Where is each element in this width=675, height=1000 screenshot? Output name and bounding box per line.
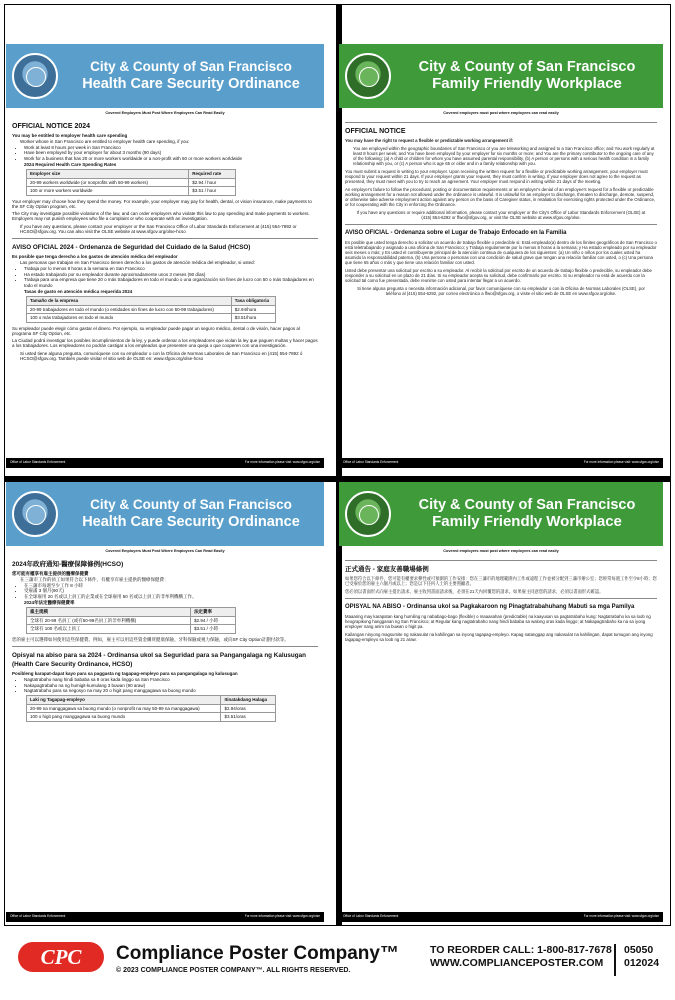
table-cell: $3.51/hora (231, 314, 275, 323)
column-header: Tamaño de la empresa (27, 297, 232, 306)
city-name: City & County of San Francisco (418, 497, 636, 513)
eligibility-list (24, 583, 318, 599)
ordinance-title: Family Friendly Workplace (432, 75, 622, 92)
ffwo-english-panel (339, 44, 663, 468)
table-cell: 20-99 trabajadores en todo el mundo (o entidades sin fines de lucro con 50-99 trabajadores) (27, 305, 232, 314)
column-header: Tasa obligatoria (231, 297, 275, 306)
table-row (27, 305, 276, 314)
city-name: City & County of San Francisco (418, 59, 636, 75)
list-item: • Work at least 8 hours per week in San Francisco (24, 145, 318, 150)
tagalog-rates-table (26, 695, 276, 722)
panel-footer (339, 458, 663, 468)
worker-eligibility: Worker whose in San Francisco are entitled to employer health care spending, if you: (20, 138, 190, 144)
sf-seal-icon (345, 53, 391, 99)
table-cell: $2.94/hora (231, 305, 275, 314)
hcso-header (6, 482, 324, 546)
notice-heading: 2024年政府通知-醫療保障條例(HCSO) (12, 560, 124, 568)
rates-heading: 2024年法定醫療保健費率 (24, 600, 75, 606)
rates-heading: 2024 Required Health Care Spending Rates (24, 162, 117, 168)
tagalog-heading: OPISYAL NA ABISO - Ordinansa ukol sa Pagkakaroon ng Pinagtatrabahuhang Mabuti sa mga Pamilya (345, 603, 635, 610)
list-item: • Trabaja por lo menos 8 horas a la semana en San Francisco (24, 266, 318, 271)
notice-heading: OFFICIAL NOTICE 2024 (12, 122, 91, 130)
list-item: • 在三藩市每週至少工作 8 小時 (24, 583, 318, 588)
eligibility-list (24, 145, 318, 161)
table-row (27, 187, 236, 196)
table-cell: $2.94 / hour (189, 178, 236, 187)
tagalog-intro: Posibleng karapat-dapat kayo para sa paggasta ng tagapag-empleyo para sa pangangalaga ng kalusugan (12, 671, 238, 677)
list-item: • Ha estado trabajando por su empleador durante aproximadamente unos 3 meses (90 días) (24, 272, 318, 277)
worker-eligibility: 在三藩市工作的員工如果符合以下條件，有權享有雇主提供的醫療保健費： (20, 576, 169, 582)
table-cell: $2.94 / 小時 (191, 616, 236, 625)
product-code: 05050 (624, 944, 654, 956)
panel-footer (6, 912, 324, 922)
table-cell: 20-99 workers worldwide (or nonprofits with 50-99 workers) (27, 178, 189, 187)
contact-paragraph: Si usted tiene alguna pregunta, comuníquese con su empleador o con la Oficina de Normas Laborales de San Francisco en (415) 554-7892 ó HCSO@sfgov.org. También puede visitar el sitio web de OLSE en: www.sfgov.org/olse-hcso (20, 350, 303, 361)
table-row (27, 314, 276, 323)
hcso-header (6, 44, 324, 108)
paragraph: Kailangan ninyong magsumite ng nakasulat na kahilingan sa inyong tagapag-empleyo. Kapag natanggap ang nakasulat na kahilingan, dapat tumugon ang inyong tagapag-empleyo sa loob ng 21 araw. (345, 631, 653, 642)
eligibility-text: 如果您符合以下條件，您可能有權要求彈性或可預測的工作安排：您在三藩市的地理範圍內工作或遠程工作並被分配到三藩市辦公室；您經常每週工作至少8小時；您已受雇於您的雇主六個月或以上；您是以下任何人士的主要照顧者。 (345, 575, 657, 586)
website-link[interactable]: WWW.COMPLIANCEPOSTER.COM (430, 957, 604, 969)
table-cell: $3.51 / 小時 (191, 625, 236, 634)
footer-agency: Office of Labor Standards Enforcement (10, 914, 66, 919)
paragraph: Su empleador puede elegir cómo gastar el dinero. Por ejemplo, su empleador puede pagar un seguro médico, dental o de visión, hacer pagos al programa SF City Option, etc. (12, 325, 300, 336)
panel-footer (6, 458, 324, 468)
column-header: 法定費率 (191, 608, 236, 617)
contact-paragraph: If you have any questions or require additional information, please contact your employer or the City's Office of Labor Standards Enforcement (OLSE) at (415) 554-6292 or ffwo@sfgov.org, or visit the OLSE website at www.sfgov.org/olse. (356, 209, 646, 220)
table-row (27, 704, 276, 713)
spanish-rates-table (26, 296, 276, 323)
list-item: • Have been employed by your employer for about 3 months (90 days) (24, 150, 318, 155)
company-name: Compliance Poster Company™ (116, 943, 399, 964)
section-divider (345, 598, 657, 599)
spanish-rates-heading: Tasas de gasto en atención médica requerida 2024 (24, 289, 133, 295)
section-divider (345, 560, 657, 561)
column-header: Employer size (27, 170, 189, 179)
ordinance-title: Health Care Security Ordinance (82, 514, 300, 530)
list-item: • Nagtatrabaho nang hindi bababa sa 8 oras kada linggo sa San Francisco (24, 677, 318, 682)
sf-seal-icon (12, 491, 58, 537)
intro-text: You may have the right to request a flexible or predictable working arrangement if: (345, 137, 514, 143)
spanish-eligibility: Las personas que trabajan en San Francisco tienen derecho a los gastos de atención médica del empleador, si usted: (20, 260, 255, 266)
revision-code: 012024 (624, 957, 660, 969)
list-item: • Trabaja para una empresa que tiene 20 o más trabajadores en todo el mundo o una organización sin fines de lucro con 50 o más trabajadores en todo el mundo (24, 277, 318, 288)
table-cell: 100 o más trabajadores en todo el mundo (27, 314, 232, 323)
spanish-heading: AVISO OFICIAL 2024 - Ordenanza de Seguridad del Cuidado de la Salud (HCSO) (12, 244, 251, 252)
table-row (27, 625, 236, 634)
table-cell: 100 o higit pang manggagawa sa buong mundo (27, 713, 221, 722)
paragraph: The City may investigate possible violations of the law, and can order employers who violate this law to pay spending and make payments to workers. Employers may not punish employees who file a complaint or who cooperate with an investigation. (12, 211, 310, 222)
column-header: 雇主規模 (27, 608, 191, 617)
publisher-footer (4, 930, 671, 996)
table-cell: $2.94/oras (221, 704, 276, 713)
list-item: • Nakapagtrabaho na ng humigit-kumulang 3 buwan (90 araw) (24, 683, 318, 688)
tagalog-eligibility: Maaaring may karapatan kang humiling ng nababago-bago (flexible) o maaasahan (predictable) na kaayusan sa pagtatrabaho kung: Nagtatrabaho ka sa loob ng heograpikong hangganan ng San Francisco; at Regular kang nagtatrabaho nang hindi bababa sa walong oras kada linggo; at Nakapagtrabaho ka na sa iyong employer nang anim na buwan o higit pa. (345, 613, 651, 629)
rates-table (26, 169, 236, 196)
list-item: • Nagtatrabaho para sa negosyo na may 20 o higit pang manggagawa sa buong mundo (24, 688, 318, 693)
posting-requirement: Covered Employers Must Post Where Employees Can Read Easily (105, 549, 225, 553)
hcso-english-panel (6, 44, 324, 468)
table-row (27, 178, 236, 187)
posting-requirement: Covered Employers Must Post Where Employees Can Read Easily (105, 111, 225, 115)
list-item: • Work for a business that has 20 or more workers worldwide or a non-profit with 50 or more workers worldwide (24, 156, 318, 161)
paragraph: Usted debe presentar una solicitud por escrito a su empleador. Al recibir la solicitud por escrito de un acuerdo de trabajo flexible o predecible, su empleador debe responder a su solicitud en un plazo de 21 días. Si su empleador acepta su solicitud, debe confirmarlo por escrito. Si su empleador no está de acuerdo con la solicitud tal como fue presentada, debe reunirse con usted para intentar llegar a un acuerdo. (345, 267, 652, 283)
footer-website: For more information please visit: www.sfgov.org/olse (583, 460, 659, 465)
footer-agency: Office of Labor Standards Enforcement (10, 460, 66, 465)
paragraph: Your employer may choose how they spend the money. For example, your employer may pay for health, dental, or vision insurance, make payments to the SF City Option program, etc. (12, 198, 312, 210)
posting-requirement: Covered employers must post where employees can read easily (443, 549, 559, 553)
table-cell: 全球有 20-99 名員工 (或有50-99名員工的非牟利機構) (27, 616, 191, 625)
spanish-eligibility-list (24, 266, 318, 288)
section-divider (345, 122, 657, 123)
footer-website: For more information please visit: www.sfgov.org/olse (583, 914, 659, 919)
spanish-eligibility: Es posible que usted tenga derecho a solicitar un acuerdo de trabajo flexible o predecible si: Está empleado(a) dentro de los límites geográficos de San Francisco o está teletrabajando y asignado a una oficina de San Francisco; y Trabaja regularmente por lo menos 8 horas a la semana; y Ha estado empleado por su empleador seis meses o más; y Es usted el contribuyente principal de la atención continua de cualquiera de los siguientes: (a) Un niño o niños por los cuales usted ha asumido la responsabilidad paterna, (b) Una persona o personas con una condición de salud grave que tengan una relación familiar con usted, o (c) Una persona que tiene 65 años o más y que tiene una relación familiar con usted. (345, 239, 657, 265)
table-cell: 全球有 100 名或以上員工 (27, 625, 191, 634)
list-item: • 在全球雇用 20 名或以上員工的企業或在全球雇用 50 名或以上員工的非牟利機構工作。 (24, 594, 318, 599)
table-cell: $3.51 / hour (189, 187, 236, 196)
table-row (27, 713, 276, 722)
paragraph: 您的雇主可以選擇如何使用這些保健費。例如，雇主可以用這些資金購買健康保險、牙科保險或視力保險，或向SF City Option計劃付款等。 (12, 636, 289, 642)
tagalog-heading: Opisyal na abiso para sa 2024 - Ordinansa ukol sa Seguridad para sa Pangangalaga ng Kalusugan (Health Care Security Ordinance, HCSO) (12, 652, 306, 669)
city-name: City & County of San Francisco (90, 59, 292, 74)
column-header: Laki ng Tagapag-empleyo (27, 696, 221, 705)
column-header: Required rate (189, 170, 236, 179)
ordinance-title: Family Friendly Workplace (432, 513, 622, 530)
code-divider (614, 944, 616, 976)
footer-website: For more information please visit: www.sfgov.org/olse (244, 914, 320, 919)
footer-agency: Office of Labor Standards Enforcement (343, 914, 399, 919)
contact-paragraph: Si tiene alguna pregunta o necesita información adicional, por favor comuníquese con su empleador o con la Oficina de Normas Laborales (OLSE), por teléfono al (415) 554-6292, por correo electrónico a ffwo@sfgov.org, o visite el sitio web de OLSE en www.sfgov.org/olse. (357, 285, 645, 296)
ordinance-title: Health Care Security Ordinance (82, 76, 300, 92)
section-divider (345, 224, 657, 225)
paragraph: La Ciudad podrá investigar los posibles incumplimientos de la ley, y puede ordenar a los empleadores que violan la ley que paguen multas y hacer pagos a los trabajadores. Los empleadores no podrán castigar a los empleados que presenten una queja o que cooperen con una investigación. (12, 338, 318, 349)
list-item: • 受雇滿 3 個月(90天) (24, 588, 318, 593)
posting-requirement: Covered employers must post where employees can read easily (443, 111, 559, 115)
table-cell: 20-99 na manggagawa sa buong mundo (o nonprofit na may 50-99 na manggagawa) (27, 704, 221, 713)
hcso-chinese-panel (6, 482, 324, 922)
footer-agency: Office of Labor Standards Enforcement (343, 460, 399, 465)
ffwo-header (339, 44, 663, 108)
section-divider (12, 646, 318, 647)
footer-website: For more information please visit: www.sfgov.org/olse (244, 460, 320, 465)
paragraph: You must submit a request in writing to your employer. Upon receiving the written request for a flexible or predictable working arrangement, your employer must respond to your request within 21 days. If your employer grants your request, they must confirm in writing. If your employer does not agree to the request as presented, they must meet with you to try to reach an agreement. Your employer must respond in writing within 21 days of the meeting. (345, 168, 648, 184)
notice-heading: OFFICIAL NOTICE (345, 127, 406, 135)
spanish-intro: Es posible que tenga derecho a los gastos de atención médica del empleador (12, 254, 178, 260)
sf-seal-icon (345, 491, 391, 537)
panel-footer (339, 912, 663, 922)
table-cell: 100 or more workers worldwide (27, 187, 189, 196)
rates-table (26, 607, 236, 634)
table-row (27, 616, 236, 625)
paragraph: 您必須以書面形式向雇主提出請求。雇主收到書面請求後，必須在21天內回覆您的請求。如果雇主同意您的請求，必須以書面形式確認。 (345, 588, 604, 594)
ffwo-header (339, 482, 663, 546)
table-cell: $3.51/oras (221, 713, 276, 722)
intro-text: You may be entitled to employer health care spending (12, 132, 128, 138)
intro-text: 您可能有權享有雇主提供的醫療保健費 (12, 570, 89, 576)
tagalog-eligibility-list (24, 677, 318, 693)
reorder-phone: TO REORDER CALL: 1-800-817-7678 (430, 944, 612, 956)
city-name: City & County of San Francisco (90, 497, 292, 512)
copyright-notice: © 2023 COMPLIANCE POSTER COMPANY™. ALL RIGHTS RESERVED. (116, 967, 351, 974)
ffwo-chinese-panel (339, 482, 663, 922)
notice-heading: 正式通告 - 家庭友善職場條例 (345, 565, 429, 573)
contact-paragraph: If you have any questions, please contact your employer or the San Francisco Office of Labor Standards Enforcement at (415) 554-7892 or HCSO@sfgov.org. You can also visit the OLSE website at www.sfgov.org/olse-hcso (20, 223, 297, 234)
paragraph: An employer's failure to follow the procedural, posting or documentation requirements or an employer's denial of an employee's request for a flexible or predictable working arrangement for a reason not allowed under the ordinance is unlawful. It is unlawful for an employer to discharge, threaten to discharge, demote, suspend, or otherwise take adverse employment action against any person on the basis of Caregiver status, in retaliation for exercising rights protected under the Ordinance, or for cooperating with the City in enforcing the Ordinance. (345, 186, 656, 207)
spanish-heading: AVISO OFICIAL - Ordenanza sobre el Lugar de Trabajo Enfocado en la Familia (345, 229, 567, 236)
section-divider (12, 238, 318, 239)
sf-seal-icon (12, 53, 58, 99)
eligibility-text: You are employed within the geographic boundaries of San Francisco or you are teleworking and assigned to a San Francisco office; and You work regularly at least 8 hours per week; and You have been employed by your employer for six months or more; and You are the primary contributor to the ongoing care of any of the following: (a) A child or children for whom you have assumed parental responsibility, (b) A person or persons with a serious health condition in a family relationship with you, or (c) A person who is age 65 or older and in a family relationship with you. (353, 145, 655, 166)
column-header: Itinatakdang Halaga (221, 696, 276, 705)
cpc-logo: CPC (18, 942, 104, 972)
